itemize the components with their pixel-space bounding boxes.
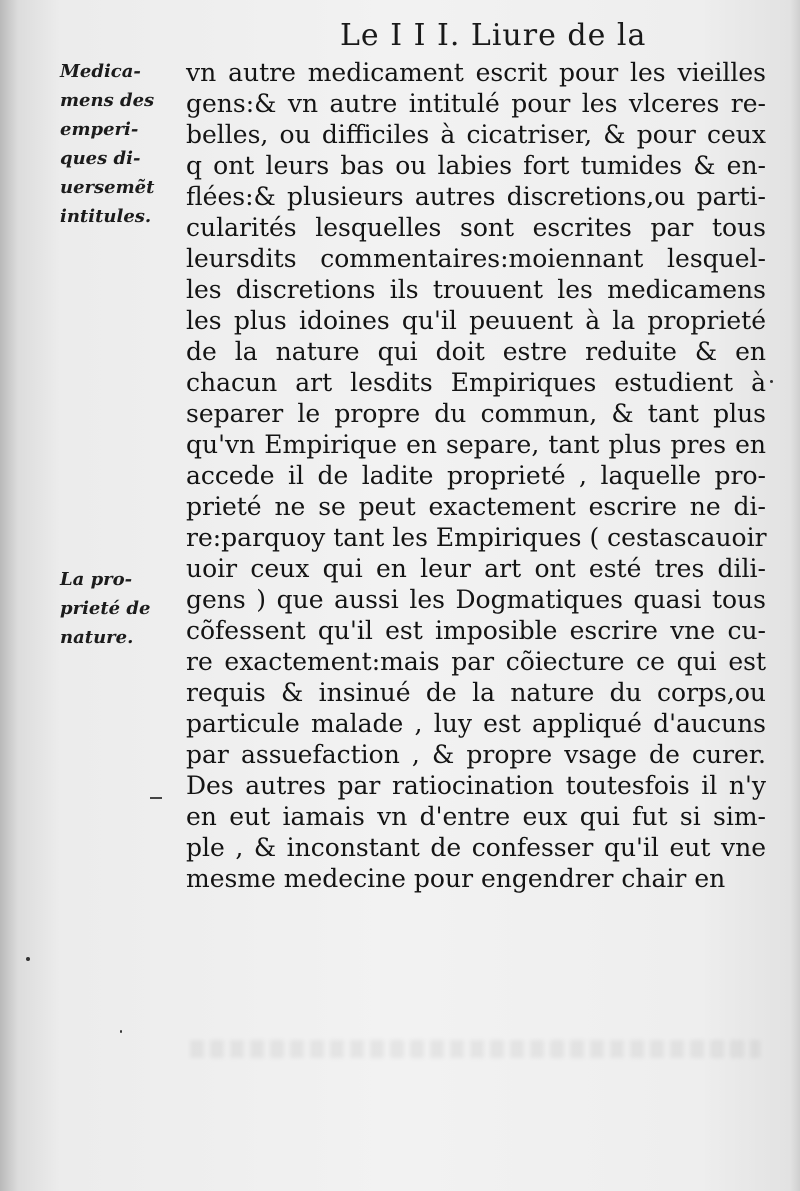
margin-note-line: Medica- [60,61,141,82]
body-line: q ont leurs bas ou labies fort tumides & en- [186,151,766,180]
body-line: flées:& plusieurs autres discretions,ou parti- [186,182,766,211]
body-line: requis & insinué de la nature du corps,ou [186,678,766,707]
body-line: re:parquoy tant les Empiriques ( cestascauoir [186,523,767,552]
margin-note-line: ques di- [60,148,141,169]
margin-note-line: La pro- [60,569,133,590]
margin-note-line: uersemẽt [60,177,155,198]
body-line: par assuefaction , & propre vsage de curer. [186,740,766,769]
ink-speck [120,1030,122,1033]
margin-mark [150,797,162,799]
margin-note-line: emperi- [60,119,139,140]
body-line: separer le propre du commun, & tant plus [186,399,766,428]
body-line: cularités lesquelles sont escrites par tous [186,213,766,242]
margin-note-line: intitules. [60,206,152,227]
body-line: cõfessent qu'il est imposible escrire vne cu- [186,616,766,645]
body-line: les discretions ils trouuent les medicamens [186,275,766,304]
body-line: qu'vn Empirique en separe, tant plus pres en [186,430,766,459]
body-line: uoir ceux qui en leur art ont esté tres dili- [186,554,766,583]
body-line: vn autre medicament escrit pour les vieilles [186,58,766,87]
body-line: les plus idoines qu'il peuuent à la proprieté [186,306,766,335]
body-line: en eut iamais vn d'entre eux qui fut si sim- [186,802,766,831]
running-header: Le I I I. Liure de la [340,18,647,53]
body-line: prieté ne se peut exactement escrire ne di- [186,492,766,521]
body-line: mesme medecine pour engendrer chair en [186,864,726,893]
margin-note-medicamens [60,57,185,231]
body-line: gens:& vn autre intitulé pour les vlceres re- [186,89,766,118]
bleed-through-text [190,1040,760,1058]
body-line: de la nature qui doit estre reduite & en [186,337,766,366]
body-line: gens ) que aussi les Dogmatiques quasi tous [186,585,766,614]
ink-speck [770,380,773,383]
body-line: Des autres par ratiocination toutesfois il n'y [186,771,766,800]
margin-note-line: prieté de [60,598,151,619]
margin-note-propriete [60,565,185,652]
margin-note-line: nature. [60,627,134,648]
body-line: accede il de ladite proprieté , laquelle pro- [186,461,766,490]
ink-speck [26,957,30,961]
body-text [186,57,766,894]
body-line: belles, ou difficiles à cicatriser, & pour ceux [186,120,766,149]
body-line: re exactement:mais par cõiecture ce qui est [186,647,766,676]
margin-note-line: mens des [60,90,155,111]
body-line: chacun art lesdits Empiriques estudient à [186,368,766,397]
body-line: ple , & inconstant de confesser qu'il eut vne [186,833,766,862]
body-line: particule malade , luy est appliqué d'aucuns [186,709,766,738]
body-line: leursdits commentaires:moiennant lesquel- [186,244,766,273]
